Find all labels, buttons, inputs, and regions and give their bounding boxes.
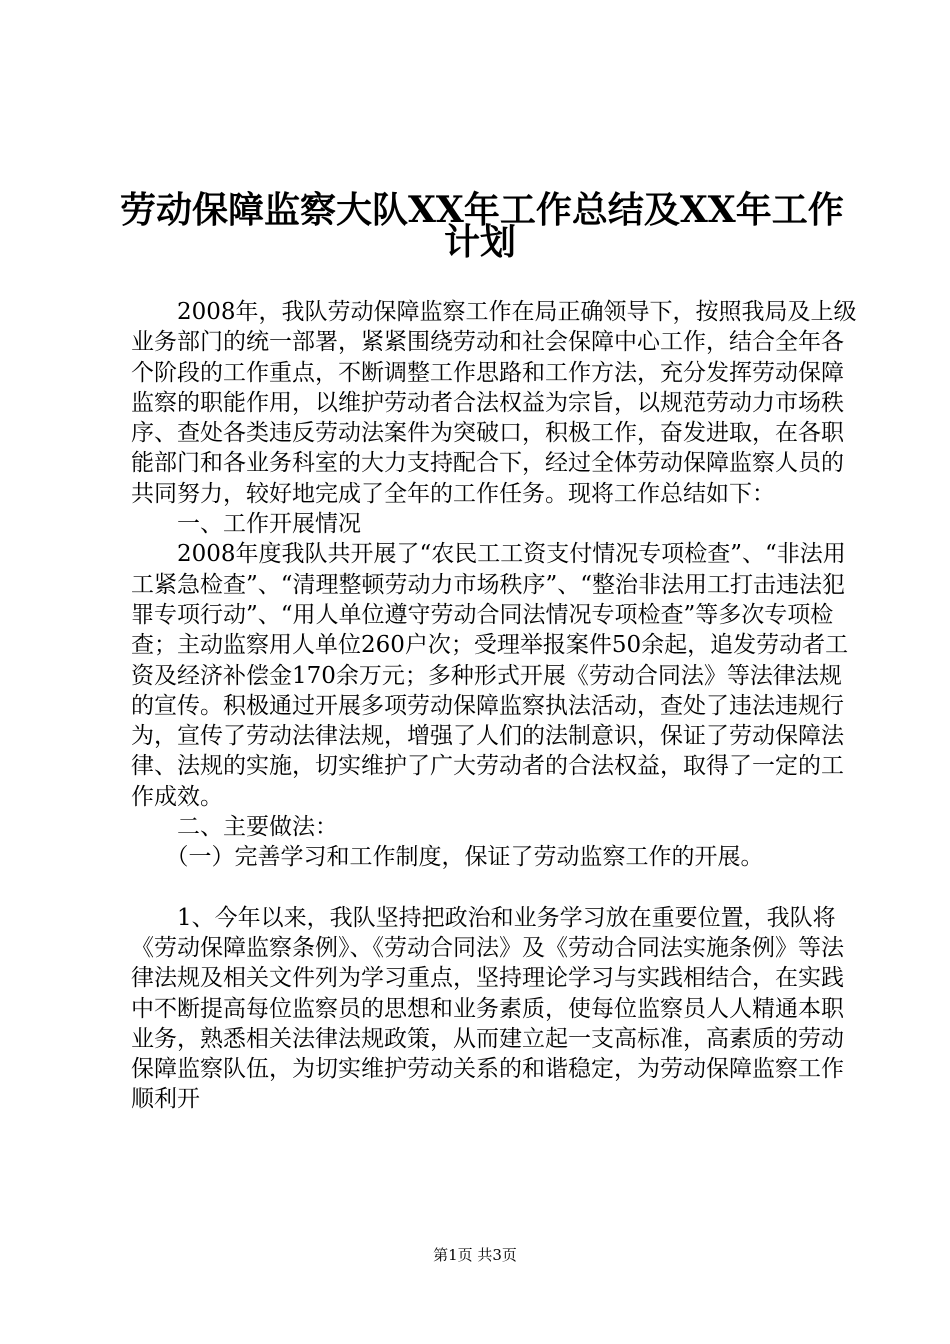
paragraph-work-overview: 2008年度我队共开展了“农民工工资支付情况专项检查”、“非法用工紧急检查”、“清理整顿劳动力市场秩序”、“整治非法用工打击违法犯罪专项行动”、“用人单位遵守劳动合同法情况专项检查”等多次专项检查；主动监察用人单位260户次；受理举报案件50余起，追发劳动者工资及经济补偿金170余万元；多种形式开展《劳动合同法》等法律法规的宣传。积极通过开展多项劳动保障监察执法活动，查处了违法违规行为，宣传了劳动法律法规，增强了人们的法制意识，保证了劳动保障法律、法规的实施，切实维护了广大劳动者的合法权益，取得了一定的工作成效。: [131, 541, 849, 810]
document-title-line-2: 计划: [443, 221, 516, 263]
section-heading-2: 二、主要做法：: [177, 814, 338, 841]
subsection-heading-1: （一）完善学习和工作制度，保证了劳动监察工作的开展。: [165, 844, 764, 871]
document-title-line-1: 劳动保障监察大队XX年工作总结及XX年工作: [120, 189, 844, 231]
section-heading-1: 一、工作开展情况: [177, 511, 361, 538]
document-body: [131, 297, 861, 1115]
page-footer: 第1页 共3页: [433, 1246, 517, 1264]
paragraph-intro: 2008年，我队劳动保障监察工作在局正确领导下，按照我局及上级业务部门的统一部署，紧紧围绕劳动和社会保障中心工作，结合全年各个阶段的工作重点，不断调整工作思路和工作方法，充分发挥劳动保障监察的职能作用，以维护劳动者合法权益为宗旨，以规范劳动力市场秩序、查处各类违反劳动法案件为突破口，积极工作，奋发进取，在各职能部门和各业务科室的大力支持配合下，经过全体劳动保障监察人员的共同努力，较好地完成了全年的工作任务。现将工作总结如下：: [131, 299, 857, 507]
paragraph-item-1: 1、今年以来，我队坚持把政治和业务学习放在重要位置，我队将《劳动保障监察条例》、《劳动合同法》及《劳动合同法实施条例》等法律法规及相关文件列为学习重点，坚持理论学习与实践相结合，在实践中不断提高每位监察员的思想和业务素质，使每位监察员人人精通本职业务，熟悉相关法律法规政策，从而建立起一支高标准，高素质的劳动保障监察队伍，为切实维护劳动关系的和谐稳定，为劳动保障监察工作顺利开: [131, 904, 844, 1113]
